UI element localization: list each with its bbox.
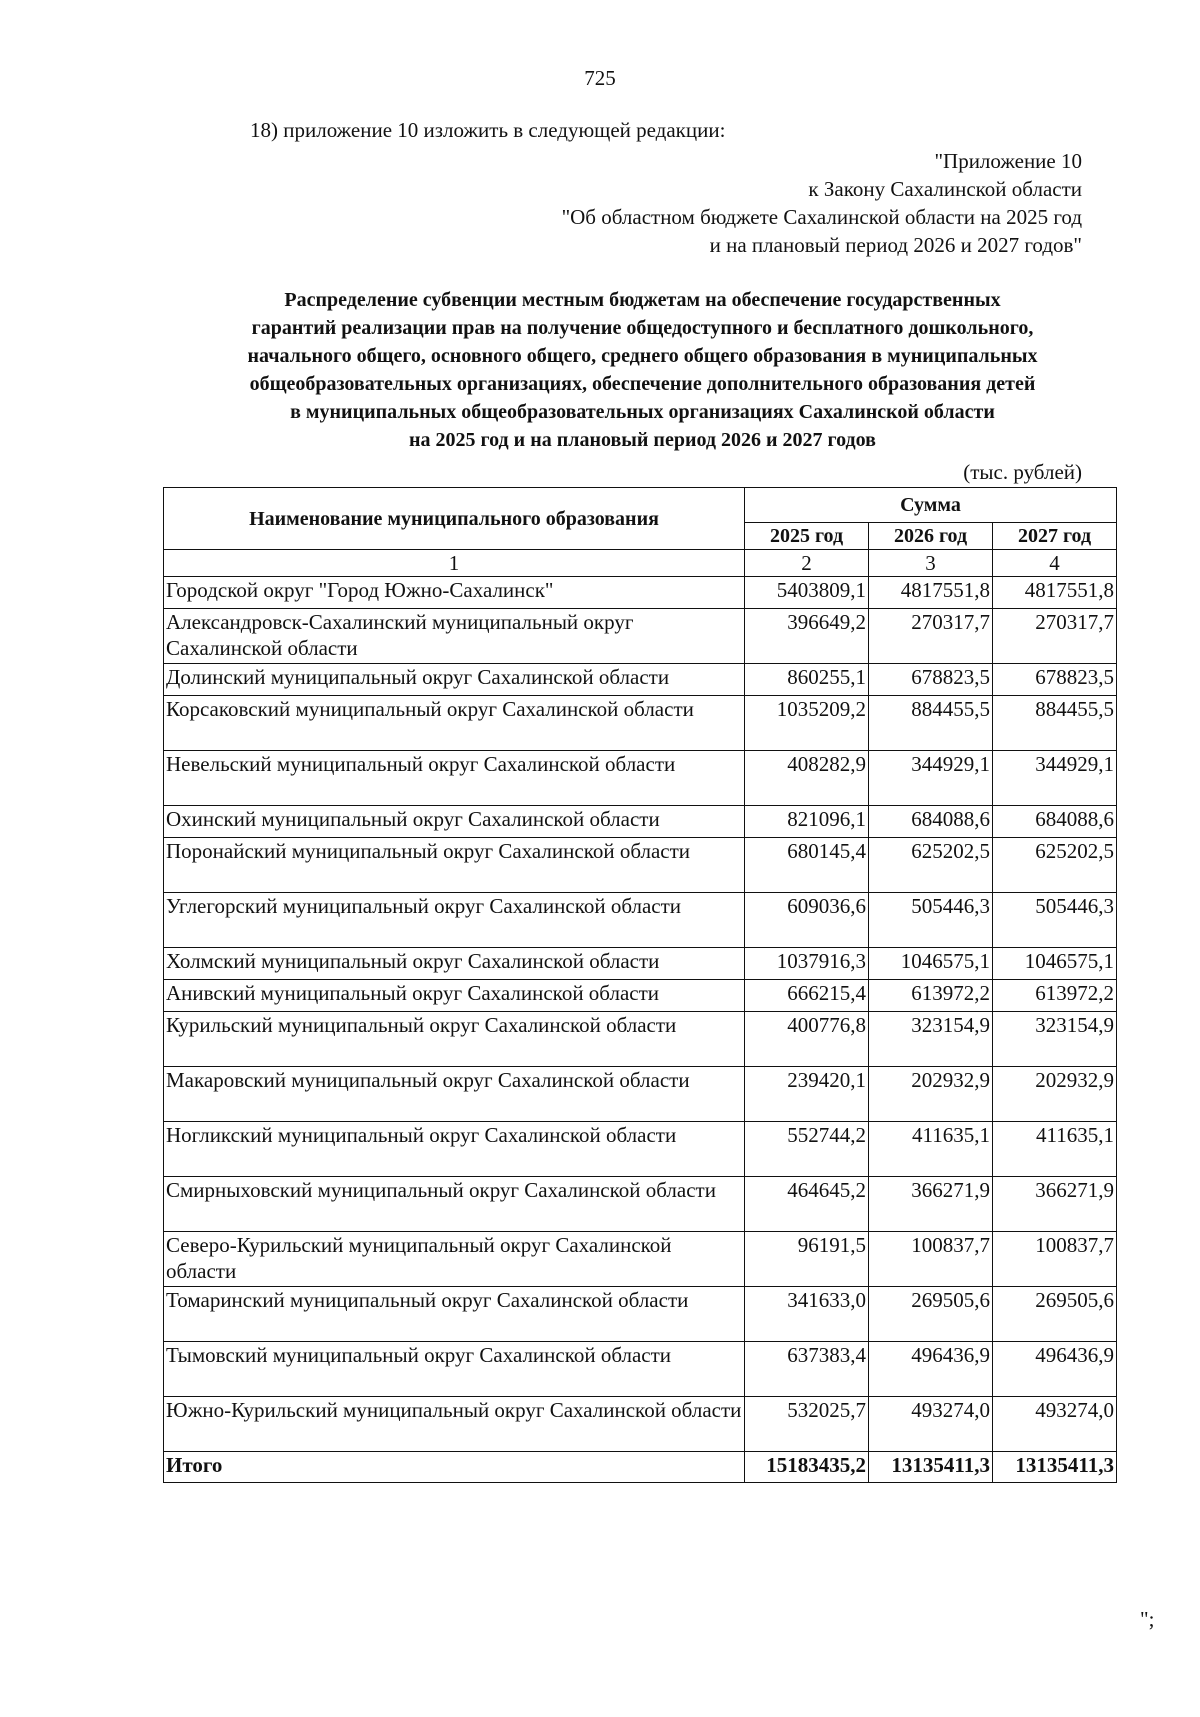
header-year-2027: 2027 год xyxy=(993,523,1117,550)
value-2026: 884455,5 xyxy=(869,696,993,751)
value-2027: 505446,3 xyxy=(993,893,1117,948)
table-row xyxy=(164,664,1117,696)
municipality-name: Тымовский муниципальный округ Сахалинской области xyxy=(164,1342,745,1397)
appendix-header-line: "Об областном бюджете Сахалинской области на 2025 год xyxy=(561,205,1082,229)
municipality-name: Северо-Курильский муниципальный округ Сахалинской области xyxy=(164,1232,745,1287)
table-row xyxy=(164,1067,1117,1122)
value-2025: 609036,6 xyxy=(745,893,869,948)
municipality-name: Углегорский муниципальный округ Сахалинской области xyxy=(164,893,745,948)
header-year-2026: 2026 год xyxy=(869,523,993,550)
value-2025: 400776,8 xyxy=(745,1012,869,1067)
header-year-2025: 2025 год xyxy=(745,523,869,550)
municipality-name: Курильский муниципальный округ Сахалинской области xyxy=(164,1012,745,1067)
total-2025: 15183435,2 xyxy=(745,1452,869,1483)
municipality-name: Долинский муниципальный округ Сахалинской области xyxy=(164,664,745,696)
value-2027: 496436,9 xyxy=(993,1342,1117,1397)
total-label: Итого xyxy=(164,1452,745,1483)
title-line: гарантий реализации прав на получение общедоступного и бесплатного дошкольного, xyxy=(251,317,1034,339)
appendix-header-line: к Закону Сахалинской области xyxy=(808,177,1082,201)
value-2025: 1035209,2 xyxy=(745,696,869,751)
column-number: 2 xyxy=(745,550,869,577)
value-2025: 532025,7 xyxy=(745,1397,869,1452)
total-2027: 13135411,3 xyxy=(993,1452,1117,1483)
table-row xyxy=(164,696,1117,751)
title-line: общеобразовательных организациях, обеспечение дополнительного образования детей xyxy=(249,373,1036,395)
column-number: 1 xyxy=(164,550,745,577)
value-2026: 344929,1 xyxy=(869,751,993,806)
value-2025: 666215,4 xyxy=(745,980,869,1012)
value-2026: 4817551,8 xyxy=(869,577,993,609)
amendment-intro: 18) приложение 10 изложить в следующей редакции: xyxy=(250,118,726,142)
table-row xyxy=(164,577,1117,609)
value-2027: 1046575,1 xyxy=(993,948,1117,980)
municipality-name: Поронайский муниципальный округ Сахалинской области xyxy=(164,838,745,893)
municipality-name: Городской округ "Город Южно-Сахалинск" xyxy=(164,577,745,609)
value-2026: 1046575,1 xyxy=(869,948,993,980)
value-2026: 625202,5 xyxy=(869,838,993,893)
header-sum: Сумма xyxy=(745,488,1117,523)
municipality-name: Охинский муниципальный округ Сахалинской области xyxy=(164,806,745,838)
appendix-header-line: и на плановый период 2026 и 2027 годов" xyxy=(709,233,1082,257)
value-2025: 637383,4 xyxy=(745,1342,869,1397)
value-2026: 270317,7 xyxy=(869,609,993,664)
value-2026: 493274,0 xyxy=(869,1397,993,1452)
closing-quote: "; xyxy=(1140,1607,1155,1631)
table-row xyxy=(164,806,1117,838)
table-row xyxy=(164,1122,1117,1177)
municipality-name: Корсаковский муниципальный округ Сахалинской области xyxy=(164,696,745,751)
value-2026: 678823,5 xyxy=(869,664,993,696)
total-row xyxy=(164,1452,1117,1483)
municipality-name: Александровск-Сахалинский муниципальный округ Сахалинской области xyxy=(164,609,745,664)
title-line: на 2025 год и на плановый период 2026 и 2027 годов xyxy=(409,429,876,451)
value-2026: 202932,9 xyxy=(869,1067,993,1122)
table-row xyxy=(164,609,1117,664)
value-2026: 323154,9 xyxy=(869,1012,993,1067)
value-2027: 100837,7 xyxy=(993,1232,1117,1287)
value-2025: 341633,0 xyxy=(745,1287,869,1342)
value-2025: 96191,5 xyxy=(745,1232,869,1287)
table-row xyxy=(164,838,1117,893)
column-number: 4 xyxy=(993,550,1117,577)
value-2026: 496436,9 xyxy=(869,1342,993,1397)
value-2025: 860255,1 xyxy=(745,664,869,696)
value-2027: 613972,2 xyxy=(993,980,1117,1012)
municipality-name: Смирныховский муниципальный округ Сахалинской области xyxy=(164,1177,745,1232)
value-2027: 202932,9 xyxy=(993,1067,1117,1122)
municipality-name: Южно-Курильский муниципальный округ Сахалинской области xyxy=(164,1397,745,1452)
title-line: Распределение субвенции местным бюджетам на обеспечение государственных xyxy=(284,289,1001,311)
value-2025: 680145,4 xyxy=(745,838,869,893)
total-2026: 13135411,3 xyxy=(869,1452,993,1483)
table-row xyxy=(164,1177,1117,1232)
value-2027: 269505,6 xyxy=(993,1287,1117,1342)
value-2027: 493274,0 xyxy=(993,1397,1117,1452)
page-number: 725 xyxy=(584,66,616,90)
value-2025: 5403809,1 xyxy=(745,577,869,609)
value-2026: 100837,7 xyxy=(869,1232,993,1287)
value-2025: 239420,1 xyxy=(745,1067,869,1122)
municipality-name: Холмский муниципальный округ Сахалинской области xyxy=(164,948,745,980)
value-2025: 1037916,3 xyxy=(745,948,869,980)
subvention-table xyxy=(163,487,1117,1483)
header-municipality: Наименование муниципального образования xyxy=(164,488,745,550)
table-row xyxy=(164,1342,1117,1397)
value-2025: 821096,1 xyxy=(745,806,869,838)
table-row xyxy=(164,1012,1117,1067)
value-2027: 625202,5 xyxy=(993,838,1117,893)
document-title xyxy=(150,286,1135,454)
value-2026: 411635,1 xyxy=(869,1122,993,1177)
title-line: в муниципальных общеобразовательных организациях Сахалинской области xyxy=(290,401,995,423)
value-2025: 408282,9 xyxy=(745,751,869,806)
table-row xyxy=(164,1232,1117,1287)
value-2025: 464645,2 xyxy=(745,1177,869,1232)
value-2025: 552744,2 xyxy=(745,1122,869,1177)
appendix-header-line: "Приложение 10 xyxy=(934,149,1082,173)
table-row xyxy=(164,751,1117,806)
municipality-name: Невельский муниципальный округ Сахалинской области xyxy=(164,751,745,806)
table-row xyxy=(164,893,1117,948)
value-2027: 678823,5 xyxy=(993,664,1117,696)
value-2027: 4817551,8 xyxy=(993,577,1117,609)
value-2025: 396649,2 xyxy=(745,609,869,664)
title-line: начального общего, основного общего, среднего общего образования в муниципальных xyxy=(247,345,1038,367)
municipality-name: Ногликский муниципальный округ Сахалинской области xyxy=(164,1122,745,1177)
value-2026: 269505,6 xyxy=(869,1287,993,1342)
value-2027: 323154,9 xyxy=(993,1012,1117,1067)
value-2026: 613972,2 xyxy=(869,980,993,1012)
value-2027: 366271,9 xyxy=(993,1177,1117,1232)
value-2027: 344929,1 xyxy=(993,751,1117,806)
value-2026: 684088,6 xyxy=(869,806,993,838)
table-row xyxy=(164,948,1117,980)
value-2027: 684088,6 xyxy=(993,806,1117,838)
column-number-row xyxy=(164,550,1117,577)
municipality-name: Томаринский муниципальный округ Сахалинской области xyxy=(164,1287,745,1342)
units-label: (тыс. рублей) xyxy=(963,460,1082,484)
value-2027: 884455,5 xyxy=(993,696,1117,751)
municipality-name: Анивский муниципальный округ Сахалинской области xyxy=(164,980,745,1012)
appendix-header xyxy=(562,147,1082,259)
value-2026: 366271,9 xyxy=(869,1177,993,1232)
value-2026: 505446,3 xyxy=(869,893,993,948)
table-row xyxy=(164,1397,1117,1452)
municipality-name: Макаровский муниципальный округ Сахалинской области xyxy=(164,1067,745,1122)
table-row xyxy=(164,1287,1117,1342)
value-2027: 270317,7 xyxy=(993,609,1117,664)
value-2027: 411635,1 xyxy=(993,1122,1117,1177)
column-number: 3 xyxy=(869,550,993,577)
table-row xyxy=(164,980,1117,1012)
